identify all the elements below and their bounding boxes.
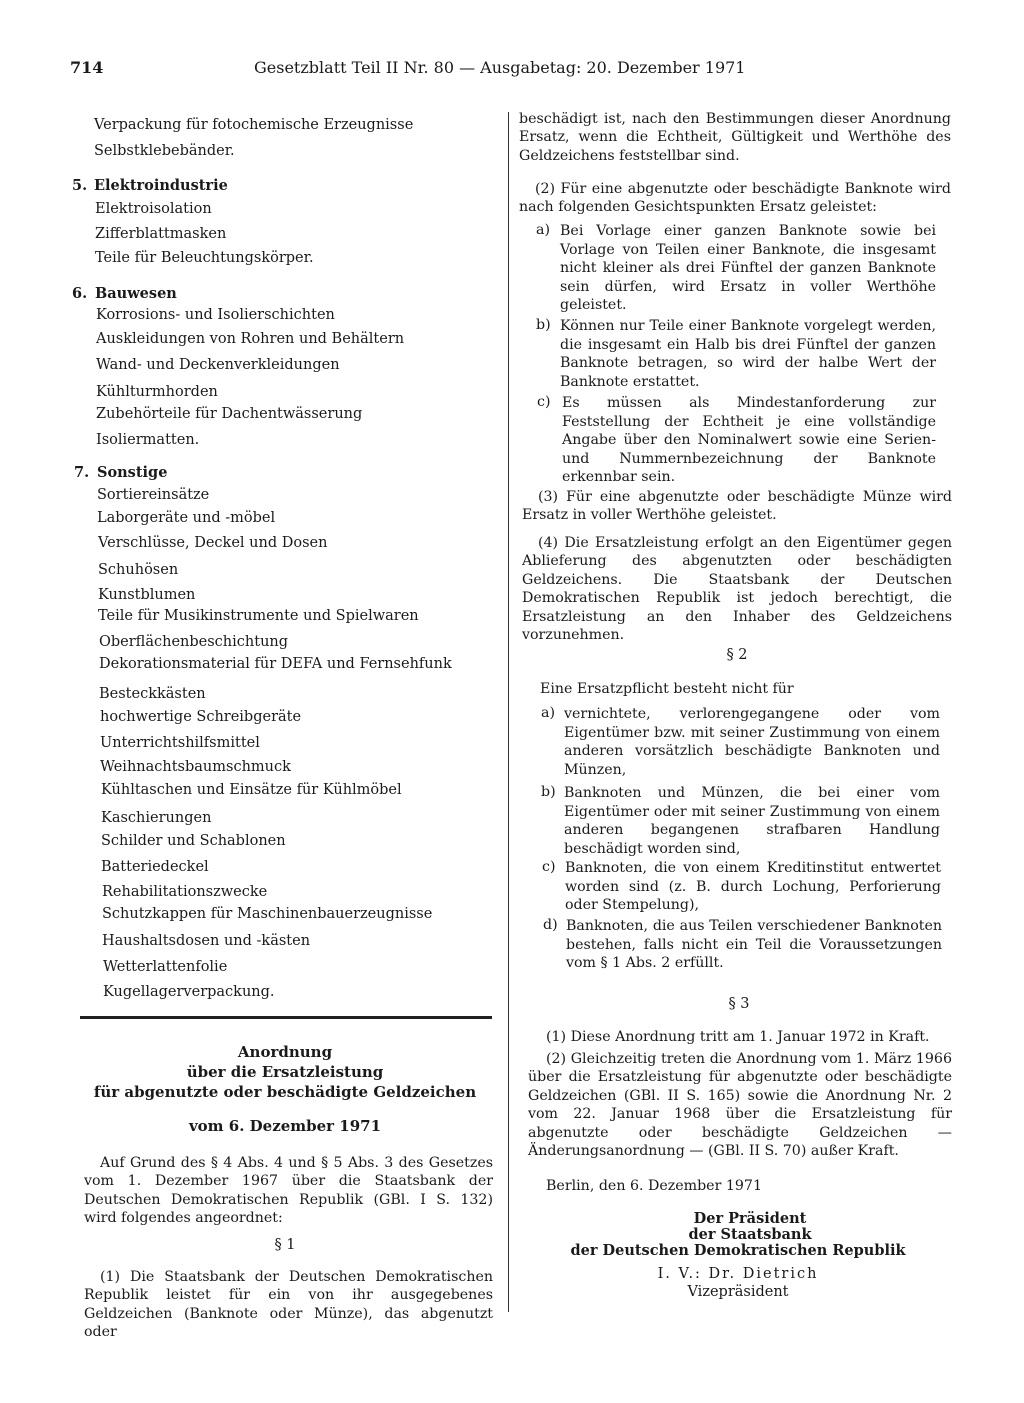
list-item: Laborgeräte und -möbel <box>97 510 276 526</box>
list-item: Kunstblumen <box>98 587 196 603</box>
item-mark: c) <box>537 394 551 410</box>
list-item: Banknoten, die aus Teilen verschiedener Banknoten bestehen, falls nicht ein Teil die Voraussetzungen vom § 1 Abs. 2 erfüllt. <box>566 918 942 971</box>
section-number: 5. <box>72 177 88 194</box>
ordinance-date: vom 6. Dezember 1971 <box>188 1117 382 1135</box>
signature-title: der Deutschen Demokratischen Republik <box>570 1242 906 1259</box>
section-title: Elektroindustrie <box>94 177 228 194</box>
paragraph: (4) Die Ersatzleistung erfolgt an den Eigentümer gegen Ablieferung des abgenutzten oder beschädigten Geldzeichens. Die Staatsbank der Deutschen Demokratischen Republik ist jedoch berechtigt, die Ersatzleistung an den Inhaber des Geldzeichens vorzunehmen. <box>522 535 952 644</box>
list-item: Batteriedeckel <box>101 859 209 875</box>
ordinance-title: Anordnung <box>237 1043 333 1061</box>
list-item: Banknoten, die von einem Kreditinstitut entwertet worden sind (z. B. durch Lochung, Perforierung oder Stempelung), <box>565 860 941 913</box>
list-item: Elektroisolation <box>95 201 212 217</box>
paragraph: (2) Gleichzeitig treten die Anordnung vom 1. März 1966 über die Ersatzleistung für abgenutzte oder beschädigte Geldzeichen (GBl. II S. 165) sowie die Anordnung Nr. 2 vom 22. Januar 1968 über die Ersatzleistung für abgenutzte oder beschädigte Geldzeichen — Änderungsanordnung — (GBl. II S. 70) außer Kraft. <box>528 1051 952 1160</box>
list-item: Besteckkästen <box>99 686 206 702</box>
list-item: Auskleidungen von Rohren und Behältern <box>96 331 405 347</box>
list-item: Verpackung für fotochemische Erzeugnisse <box>94 117 414 133</box>
ordinance-subtitle: für abgenutzte oder beschädigte Geldzeichen <box>93 1083 477 1101</box>
section-title: Bauwesen <box>95 285 177 302</box>
paragraph: beschädigt ist, nach den Bestimmungen dieser Anordnung Ersatz, wenn die Echtheit, Gültigkeit und Werthöhe des Geldzeichens feststellbar sind. <box>519 111 951 164</box>
signature-title: Der Präsident <box>693 1210 807 1227</box>
item-mark: a) <box>536 222 550 238</box>
list-item: Sortiereinsätze <box>97 487 210 503</box>
section-heading: § 2 <box>726 647 748 663</box>
page-header <box>0 58 1024 84</box>
section-title: Sonstige <box>97 464 168 481</box>
paragraph: (1) Diese Anordnung tritt am 1. Januar 1972 in Kraft. <box>546 1029 930 1045</box>
ordinance-subtitle: über die Ersatzleistung <box>186 1063 384 1081</box>
list-item: Kugellagerverpackung. <box>103 984 275 1000</box>
item-mark: d) <box>543 917 558 933</box>
list-item: Bei Vorlage einer ganzen Banknote sowie bei Vorlage von Teilen einer Banknote, die insgesamt nicht kleiner als drei Fünftel der ganzen Banknote sein dürfen, wird Ersatz in voller Werthöhe geleistet. <box>560 223 936 313</box>
section-heading: § 3 <box>728 996 750 1012</box>
section-heading: § 1 <box>274 1237 296 1253</box>
item-mark: b) <box>541 784 556 800</box>
section-number: 7. <box>74 464 90 481</box>
list-item: Weihnachtsbaumschmuck <box>100 759 291 775</box>
list-item: Zubehörteile für Dachentwässerung <box>96 406 363 422</box>
paragraph: (3) Für eine abgenutzte oder beschädigte Münze wird Ersatz in voller Werthöhe geleistet. <box>522 489 952 524</box>
item-mark: c) <box>542 859 556 875</box>
list-item: hochwertige Schreibgeräte <box>100 709 302 725</box>
item-mark: b) <box>536 317 551 333</box>
running-title: Gesetzblatt Teil II Nr. 80 — Ausgabetag: 20. Dezember 1971 <box>254 58 746 77</box>
paragraph: Eine Ersatzpflicht besteht nicht für <box>540 681 794 697</box>
list-item: Wetterlattenfolie <box>103 959 228 975</box>
list-item: Unterrichtshilfsmittel <box>100 735 260 751</box>
list-item: Schutzkappen für Maschinenbauerzeugnisse <box>102 906 433 922</box>
place-date: Berlin, den 6. Dezember 1971 <box>546 1178 762 1194</box>
list-item: Kaschierungen <box>101 810 212 826</box>
ordinance-intro: Auf Grund des § 4 Abs. 4 und § 5 Abs. 3 des Gesetzes vom 1. Dezember 1967 über die Staatsbank der Deutschen Demokratischen Republik (GBl. I S. 132) wird folgendes angeordnet: <box>84 1155 493 1227</box>
signatory-name: I. V.: Dr. Dietrich <box>657 1266 819 1282</box>
list-item: Kühltaschen und Einsätze für Kühlmöbel <box>101 782 402 798</box>
list-item: Können nur Teile einer Banknote vorgelegt werden, die insgesamt ein Halb bis drei Fünftel der ganzen Banknote betragen, so wird der halbe Wert der Banknote erstattet. <box>560 318 936 390</box>
list-item: Verschlüsse, Deckel und Dosen <box>98 535 328 551</box>
list-item: Schuhösen <box>98 562 179 578</box>
list-item: Haushaltsdosen und -kästen <box>102 933 311 949</box>
list-item: Oberflächenbeschichtung <box>99 634 289 650</box>
paragraph: (1) Die Staatsbank der Deutschen Demokratischen Republik leistet für ein von ihr ausgegebenes Geldzeichen (Banknote oder Münze), das abgenutzt oder <box>84 1269 493 1341</box>
signature-title: der Staatsbank <box>688 1226 812 1243</box>
list-item: Wand- und Deckenverkleidungen <box>96 357 340 373</box>
column-divider <box>508 112 509 1312</box>
list-item: Dekorationsmaterial für DEFA und Fernsehfunk <box>99 656 452 672</box>
list-item: Banknoten und Münzen, die bei einer vom Eigentümer oder mit seiner Zustimmung von einem anderen begangenen strafbaren Handlung beschädigt worden sind, <box>564 785 940 857</box>
section-rule <box>80 1016 492 1019</box>
list-item: Rehabilitationszwecke <box>102 884 268 900</box>
list-item: Kühlturmhorden <box>96 384 218 400</box>
section-number: 6. <box>72 285 88 302</box>
list-item: Korrosions- und Isolierschichten <box>96 307 335 323</box>
item-mark: a) <box>541 705 555 721</box>
paragraph: (2) Für eine abgenutzte oder beschädigte Banknote wird nach folgenden Gesichtspunkten Ersatz geleistet: <box>519 181 951 216</box>
signatory-role: Vizepräsident <box>687 1284 789 1300</box>
list-item: Teile für Musikinstrumente und Spielwaren <box>98 608 419 624</box>
list-item: vernichtete, verlorengegangene oder vom Eigentümer bzw. mit seiner Zustimmung von einem anderen vorsätzlich beschädigte Banknoten und Münzen, <box>564 706 940 778</box>
list-item: Selbstklebebänder. <box>94 143 235 159</box>
list-item: Zifferblattmasken <box>95 226 227 242</box>
list-item: Schilder und Schablonen <box>101 833 286 849</box>
list-item: Teile für Beleuchtungskörper. <box>95 250 314 266</box>
list-item: Es müssen als Mindestanforderung zur Feststellung der Echtheit je eine vollständige Angabe über den Nominalwert sowie eine Serien- und Nummernbezeichnung der Banknote erkennbar sein. <box>562 395 936 485</box>
list-item: Isoliermatten. <box>96 432 200 448</box>
page-number: 714 <box>70 58 104 77</box>
